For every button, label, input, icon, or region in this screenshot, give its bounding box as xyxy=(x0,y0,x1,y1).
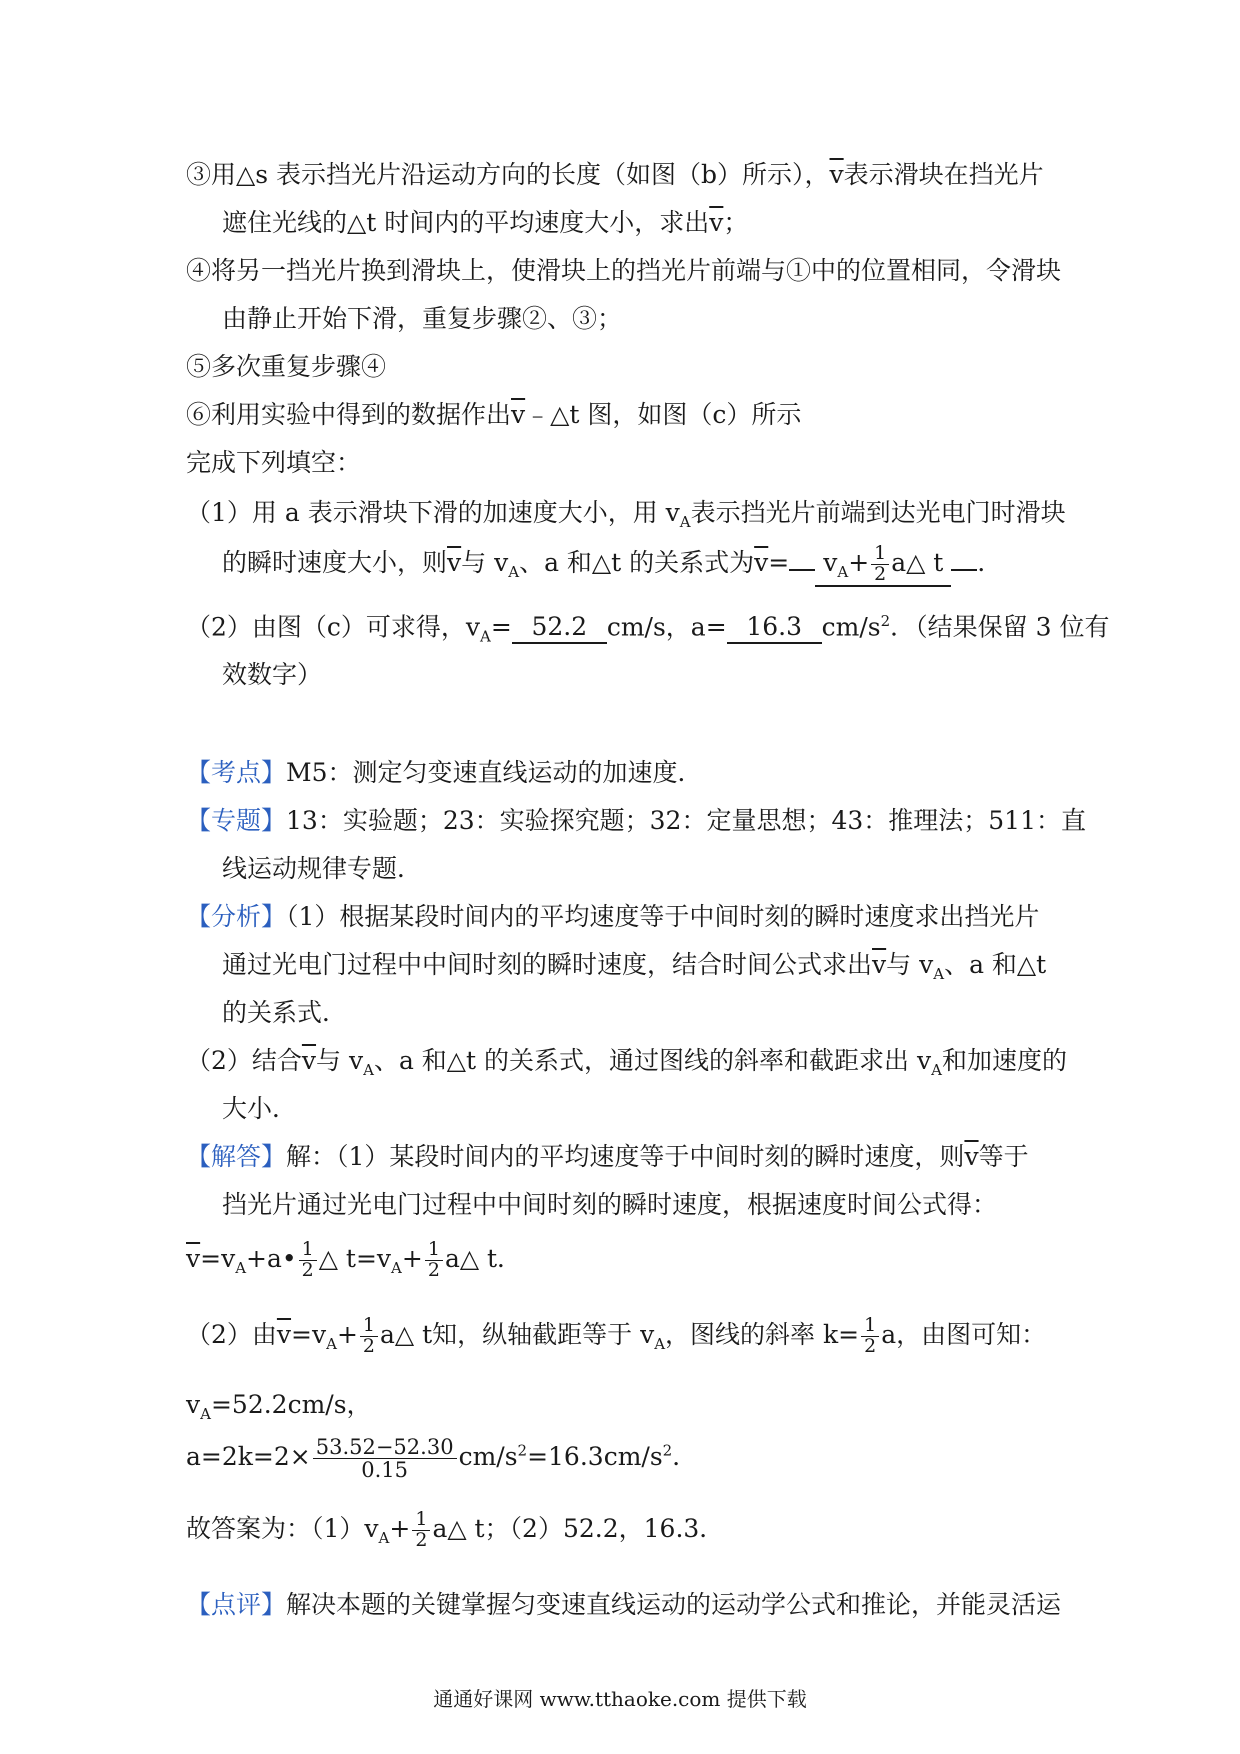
question2-line1: （2）由图（c）可求得，$v_A= 52.2$ cm/s，a= 16.3 $cm/s^2$．（结果保留 3 位有 xyxy=(186,612,1110,646)
fraction-half: $\frac{1}{2}$ xyxy=(299,1240,317,1281)
answer-blank-a: 16.3 xyxy=(727,612,822,644)
step3-line1: ③用△s 表示挡光片沿运动方向的长度（如图（b）所示），$\overline{v}$表示滑块在挡光片 xyxy=(186,160,1044,189)
answer-summary: 故答案为：$(1)v_A+$ $\frac{1}{2}$ a△ t；（2）52.2，16.3． xyxy=(186,1508,725,1551)
fraction-half: $\frac{1}{2}$ xyxy=(412,1510,430,1551)
answer-blank-1: $v_A+$ $\frac{1}{2}$ a△ t xyxy=(815,544,951,587)
fenxi-section: 【分析】（1）根据某段时间内的平均速度等于中间时刻的瞬时速度求出挡光片 xyxy=(186,902,1040,931)
zhuanti-line2: 线运动规律专题． xyxy=(222,854,423,883)
fraction-half: $\frac{1}{2}$ xyxy=(425,1240,443,1281)
fraction-half: $\frac{1}{2}$ xyxy=(861,1316,879,1357)
fraction-half: $\frac{1}{2}$ xyxy=(871,544,889,585)
step5: ⑤多次重复步骤④ xyxy=(186,352,387,381)
fraction-slope: $\frac{53.52-52.30}{0.15}$ xyxy=(313,1436,457,1481)
jieda-section: 【解答】解：（1）某段时间内的平均速度等于中间时刻的瞬时速度，则$\overline{v}$等于 xyxy=(186,1142,1029,1171)
kaodian-tag: 【考点】 xyxy=(186,758,287,787)
jieda-line4: $v_A=52.2cm/s$， xyxy=(186,1390,372,1423)
fenxi-line5: 大小． xyxy=(222,1094,298,1123)
fenxi-tag: 【分析】 xyxy=(186,902,287,931)
jieda-formula2: a=2k=2× $\frac{53.52-52.30}{0.15}$ $cm/s^2=16.3cm/s^2$． xyxy=(186,1435,698,1483)
fill-prompt: 完成下列填空： xyxy=(186,448,362,477)
page-footer: 通通好课网 www.tthaoke.com 提供下载 xyxy=(433,1687,807,1711)
step6: ⑥利用实验中得到的数据作出$\overline{v}﹣\triangle t$ 图，如图（c）所示 xyxy=(186,400,802,429)
jieda-line3: （2）由$\overline{v}=v_A+$ $\frac{1}{2}$ a△ t知，纵轴截距等于 $v_A$，图线的斜率 k= $\frac{1}{2}$ a，由图可知： xyxy=(186,1314,1047,1357)
fenxi-line3: 的关系式． xyxy=(222,998,348,1027)
fenxi-line2: 通过光电门过程中中间时刻的瞬时速度，结合时间公式求出$\overline{v}$与 $v_A$、a 和△t xyxy=(222,950,1047,983)
jieda-tag: 【解答】 xyxy=(186,1142,287,1171)
zhuanti-section: 【专题】13：实验题；23：实验探究题；32：定量思想；43：推理法；511：直 xyxy=(186,806,1086,835)
step3-line2: 遮住光线的△t 时间内的平均速度大小，求出$\overline{v}$； xyxy=(222,208,749,237)
jieda-line2: 挡光片通过光电门过程中中间时刻的瞬时速度，根据速度时间公式得： xyxy=(222,1190,998,1219)
dianping-section: 【点评】解决本题的关键掌握匀变速直线运动的运动学公式和推论，并能灵活运 xyxy=(186,1590,1062,1619)
zhuanti-tag: 【专题】 xyxy=(186,806,287,835)
fenxi-line4: （2）结合$\overline{v}$与 $v_A$、a 和△t 的关系式，通过图线的斜率和截距求出 $v_A$和加速度的 xyxy=(186,1046,1067,1079)
kaodian-section: 【考点】M5：测定匀变速直线运动的加速度． xyxy=(186,758,703,787)
step4-line2: 由静止开始下滑，重复步骤②、③； xyxy=(222,304,623,333)
jieda-formula1: $\overline{v}=v_A+a•$ $\frac{1}{2}$ △ $t=v_A+$ $\frac{1}{2}$ a△ t． xyxy=(186,1238,523,1281)
dianping-tag: 【点评】 xyxy=(186,1590,287,1619)
question2-line2: 效数字） xyxy=(222,660,323,689)
fraction-half: $\frac{1}{2}$ xyxy=(360,1316,378,1357)
step4-line1: ④将另一挡光片换到滑块上，使滑块上的挡光片前端与①中的位置相同，令滑块 xyxy=(186,256,1062,285)
answer-blank-vA: 52.2 xyxy=(512,612,607,644)
question1-line1: （1）用 a 表示滑块下滑的加速度大小，用 $v_A$表示挡光片前端到达光电门时滑块 xyxy=(186,498,1066,531)
question1-line2: 的瞬时速度大小，则$\overline{v}$与 $v_A$、a 和△t 的关系式为$\overline{v}= v_A+$ $\frac{1}{2}$ a△ t ． xyxy=(222,542,1003,585)
